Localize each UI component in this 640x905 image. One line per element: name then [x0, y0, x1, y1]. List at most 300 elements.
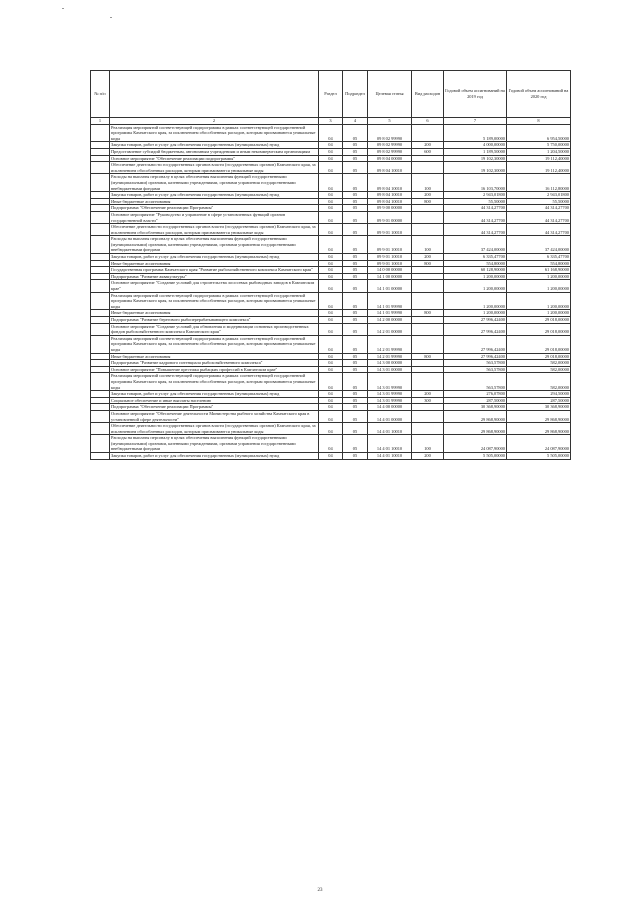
- cell-target: 09 9 01 10010: [368, 260, 412, 267]
- cell-2020: 16 112,80000: [507, 174, 571, 192]
- cell-2019: 1 200,00000: [444, 273, 507, 280]
- cell-subsection: 05: [343, 254, 368, 261]
- cell-2019: 554,80000: [444, 260, 507, 267]
- cell-name: Обеспечение деятельности государственных органов власти (государственных органов) Камчатского края, за исключением обособленных расходов, которым присваиваются уникальные коды: [110, 162, 319, 174]
- cell-target: 14 4 01 10010: [368, 423, 412, 435]
- table-body: [91, 118, 571, 460]
- cell-subsection: 05: [343, 224, 368, 236]
- cell-subsection: 05: [343, 435, 368, 453]
- cell-subsection: 05: [343, 148, 368, 155]
- cell-2020: 61 168,90000: [507, 267, 571, 274]
- cell-section: 04: [319, 360, 343, 367]
- col-subsection-header: Подраздел: [343, 71, 368, 118]
- table-row: [91, 211, 571, 223]
- cell-2019: 27 996,42400: [444, 317, 507, 324]
- cell-2019: 37 424,00000: [444, 236, 507, 254]
- cell-target: 14 2 01 99990: [368, 335, 412, 353]
- cell-target: 14 1 01 99990: [368, 310, 412, 317]
- table-row: [91, 267, 571, 274]
- scan-speck: [110, 17, 112, 18]
- cell-subsection: 05: [343, 198, 368, 205]
- cell-name: Обеспечение деятельности государственных органов власти (государственных органов) Камчатского края, за исключением обособленных расходов, которым присваиваются уникальные коды: [110, 423, 319, 435]
- cell-target: 14 2 00 00000: [368, 317, 412, 324]
- table-row: [91, 273, 571, 280]
- cell-section: 04: [319, 205, 343, 212]
- cell-2019: 1 200,00000: [444, 310, 507, 317]
- cell-num: [91, 360, 110, 367]
- cell-2020: 44 314,27700: [507, 224, 571, 236]
- cell-target: 14 1 00 00000: [368, 273, 412, 280]
- cell-2019: 29 868,90000: [444, 423, 507, 435]
- cell-target: 09 9 01 10010: [368, 224, 412, 236]
- column-number-row: [91, 118, 571, 125]
- cell-2019: 276,07800: [444, 391, 507, 398]
- cell-section: 04: [319, 453, 343, 460]
- cell-target: 14 4 01 00000: [368, 410, 412, 422]
- cell-num: [91, 192, 110, 199]
- cell-exptype: [412, 224, 444, 236]
- cell-2020: 1 200,00000: [507, 273, 571, 280]
- cell-exptype: 200: [412, 453, 444, 460]
- cell-num: [91, 280, 110, 292]
- table-row: [91, 323, 571, 335]
- cell-target: 09 9 01 10010: [368, 254, 412, 261]
- column-number: 4: [343, 118, 368, 125]
- cell-exptype: 600: [412, 148, 444, 155]
- cell-name: Основное мероприятие "Создание условий для строительства лососевых рыбоводных заводов в Камчатском крае": [110, 280, 319, 292]
- cell-2019: 24 087,90000: [444, 435, 507, 453]
- cell-exptype: [412, 267, 444, 274]
- cell-2019: 2 943,01800: [444, 192, 507, 199]
- cell-target: 09 9 00 00000: [368, 205, 412, 212]
- cell-2019: 60 128,90000: [444, 267, 507, 274]
- cell-exptype: 800: [412, 260, 444, 267]
- cell-target: 14 3 00 00000: [368, 360, 412, 367]
- col-exptype-header: Вид расходов: [412, 71, 444, 118]
- cell-subsection: 05: [343, 397, 368, 404]
- cell-num: [91, 148, 110, 155]
- cell-subsection: 05: [343, 335, 368, 353]
- cell-2019: 55,50000: [444, 198, 507, 205]
- cell-exptype: [412, 410, 444, 422]
- cell-section: 04: [319, 148, 343, 155]
- cell-name: Закупка товаров, работ и услуг для обеспечения государственных (муниципальных) нужд: [110, 192, 319, 199]
- table-row: [91, 335, 571, 353]
- table-row: [91, 310, 571, 317]
- cell-2020: 37 424,00000: [507, 236, 571, 254]
- cell-section: 04: [319, 435, 343, 453]
- cell-name: Обеспечение деятельности государственных органов власти (государственных органов) Камчатского края, за исключением обособленных расходов, которым присваиваются уникальные коды: [110, 224, 319, 236]
- cell-num: [91, 310, 110, 317]
- cell-exptype: 300: [412, 397, 444, 404]
- cell-2020: 30 368,90000: [507, 404, 571, 411]
- table-row: [91, 317, 571, 324]
- cell-2019: 4 000,00000: [444, 142, 507, 149]
- cell-2019: 44 314,27700: [444, 211, 507, 223]
- table-row: [91, 410, 571, 422]
- table-row: [91, 397, 571, 404]
- cell-2020: 24 087,90000: [507, 435, 571, 453]
- cell-2019: 563,57800: [444, 366, 507, 373]
- cell-section: 04: [319, 260, 343, 267]
- table-row: [91, 192, 571, 199]
- page-number: 23: [317, 888, 323, 893]
- table-row: [91, 366, 571, 373]
- cell-name: Иные бюджетные ассигнования: [110, 260, 319, 267]
- cell-subsection: 05: [343, 211, 368, 223]
- cell-subsection: 05: [343, 453, 368, 460]
- cell-exptype: 200: [412, 254, 444, 261]
- cell-section: 04: [319, 236, 343, 254]
- cell-2019: 29 868,90000: [444, 410, 507, 422]
- cell-name: Закупка товаров, работ и услуг для обеспечения государственных (муниципальных) нужд: [110, 391, 319, 398]
- cell-2019: 19 102,30000: [444, 155, 507, 162]
- cell-2020: 294,50000: [507, 391, 571, 398]
- cell-exptype: [412, 155, 444, 162]
- cell-target: 09 9 01 00000: [368, 211, 412, 223]
- cell-exptype: [412, 162, 444, 174]
- cell-target: 09 8 04 10010: [368, 162, 412, 174]
- cell-name: Основное мероприятие "Обеспечение реализации подпрограммы": [110, 155, 319, 162]
- cell-target: 09 8 04 10010: [368, 198, 412, 205]
- cell-subsection: 05: [343, 323, 368, 335]
- cell-name: Государственная программа Камчатского края "Развитие рыбохозяйственного комплекса Камчатского края": [110, 267, 319, 274]
- cell-section: 04: [319, 280, 343, 292]
- column-number: 3: [319, 118, 343, 125]
- cell-subsection: 05: [343, 410, 368, 422]
- cell-subsection: 05: [343, 366, 368, 373]
- cell-target: 14 3 01 99990: [368, 373, 412, 391]
- budget-table-sheet: [90, 70, 570, 460]
- cell-2020: 582,00000: [507, 360, 571, 367]
- cell-num: [91, 335, 110, 353]
- cell-2020: 29 018,00000: [507, 353, 571, 360]
- cell-num: [91, 397, 110, 404]
- cell-name: Основное мероприятие "Обеспечение деятельности Министерства рыбного хозяйства Камчатского края в установленной сфере деятельности": [110, 410, 319, 422]
- cell-num: [91, 142, 110, 149]
- cell-section: 04: [319, 155, 343, 162]
- cell-num: [91, 373, 110, 391]
- cell-exptype: 200: [412, 142, 444, 149]
- cell-num: [91, 435, 110, 453]
- col-target-header: Целевая статья: [368, 71, 412, 118]
- cell-exptype: [412, 366, 444, 373]
- table-row: [91, 155, 571, 162]
- table-row: [91, 391, 571, 398]
- cell-2019: 5 505,00000: [444, 453, 507, 460]
- cell-num: [91, 404, 110, 411]
- column-number: 8: [507, 118, 571, 125]
- cell-2020: 5 505,00000: [507, 453, 571, 460]
- cell-name: Реализация мероприятий соответствующей подпрограммы в рамках соответствующей государственной программы Камчатского края, за исключением обособленных расходов, которым присваиваются уникальные коды: [110, 373, 319, 391]
- table-row: [91, 224, 571, 236]
- cell-section: 04: [319, 162, 343, 174]
- cell-subsection: 05: [343, 192, 368, 199]
- column-number: 2: [110, 118, 319, 125]
- header-row: [91, 71, 571, 118]
- cell-2020: 29 018,00000: [507, 317, 571, 324]
- cell-section: 04: [319, 335, 343, 353]
- cell-2019: 19 102,30000: [444, 162, 507, 174]
- cell-section: 04: [319, 323, 343, 335]
- table-row: [91, 292, 571, 310]
- cell-name: Иные бюджетные ассигнования: [110, 310, 319, 317]
- cell-num: [91, 155, 110, 162]
- cell-name: Реализация мероприятий соответствующей подпрограммы в рамках соответствующей государственной программы Камчатского края, за исключением обособленных расходов, которым присваиваются уникальные коды: [110, 292, 319, 310]
- cell-target: 14 0 00 00000: [368, 267, 412, 274]
- cell-name: Подпрограмма "Обеспечение реализации Программы": [110, 404, 319, 411]
- cell-section: 04: [319, 317, 343, 324]
- cell-num: [91, 366, 110, 373]
- cell-2020: 582,00000: [507, 366, 571, 373]
- column-number: 1: [91, 118, 110, 125]
- cell-subsection: 05: [343, 205, 368, 212]
- cell-exptype: 100: [412, 435, 444, 453]
- cell-section: 04: [319, 124, 343, 142]
- col-2019-header: Годовой объем ассигнований на 2019 год: [444, 71, 507, 118]
- table-row: [91, 360, 571, 367]
- cell-target: 14 3 01 00000: [368, 366, 412, 373]
- cell-exptype: [412, 205, 444, 212]
- cell-name: Основное мероприятие "Повышение престижа рыбацких профессий в Камчатском крае": [110, 366, 319, 373]
- cell-exptype: 100: [412, 236, 444, 254]
- cell-section: 04: [319, 174, 343, 192]
- cell-exptype: 200: [412, 391, 444, 398]
- cell-subsection: 05: [343, 292, 368, 310]
- cell-num: [91, 211, 110, 223]
- cell-subsection: 05: [343, 317, 368, 324]
- cell-subsection: 05: [343, 142, 368, 149]
- cell-2019: 44 314,27700: [444, 224, 507, 236]
- cell-name: Иные бюджетные ассигнования: [110, 198, 319, 205]
- cell-section: 04: [319, 267, 343, 274]
- cell-target: 14 4 00 00000: [368, 404, 412, 411]
- cell-target: 14 2 01 00000: [368, 323, 412, 335]
- cell-name: Закупка товаров, работ и услуг для обеспечения государственных (муниципальных) нужд: [110, 142, 319, 149]
- cell-2019: 27 996,42400: [444, 323, 507, 335]
- table-row: [91, 260, 571, 267]
- cell-name: Иные бюджетные ассигнования: [110, 353, 319, 360]
- cell-2020: 44 314,27700: [507, 211, 571, 223]
- cell-2020: 55,50000: [507, 198, 571, 205]
- cell-2019: 27 996,42400: [444, 353, 507, 360]
- cell-target: 09 8 04 10010: [368, 192, 412, 199]
- column-number: 7: [444, 118, 507, 125]
- cell-subsection: 05: [343, 260, 368, 267]
- cell-name: Подпрограмма "Обеспечение реализации Программы": [110, 205, 319, 212]
- table-row: [91, 435, 571, 453]
- cell-subsection: 05: [343, 162, 368, 174]
- table-row: [91, 142, 571, 149]
- table-row: [91, 254, 571, 261]
- cell-2020: 19 112,40000: [507, 155, 571, 162]
- cell-name: Расходы на выплаты персоналу в целях обеспечения выполнения функций государственными (муниципальными) органами, казенными учреждениями, органами управления государственными внебюджетными фондами: [110, 236, 319, 254]
- cell-num: [91, 317, 110, 324]
- cell-exptype: [412, 211, 444, 223]
- cell-2020: 6 335,47700: [507, 254, 571, 261]
- cell-subsection: 05: [343, 267, 368, 274]
- cell-exptype: [412, 280, 444, 292]
- cell-exptype: [412, 317, 444, 324]
- cell-section: 04: [319, 273, 343, 280]
- cell-target: 14 4 01 10010: [368, 453, 412, 460]
- cell-2020: 1 200,00000: [507, 292, 571, 310]
- cell-num: [91, 162, 110, 174]
- cell-target: 14 3 01 99990: [368, 391, 412, 398]
- table-row: [91, 236, 571, 254]
- cell-num: [91, 391, 110, 398]
- cell-num: [91, 260, 110, 267]
- cell-exptype: [412, 323, 444, 335]
- cell-num: [91, 423, 110, 435]
- cell-name: Подпрограмма "Развитие аквакультуры": [110, 273, 319, 280]
- cell-num: [91, 124, 110, 142]
- cell-name: Расходы на выплаты персоналу в целях обеспечения выполнения функций государственными (муниципальными) органами, казенными учреждениями, органами управления государственными внебюджетными фондами: [110, 174, 319, 192]
- cell-num: [91, 267, 110, 274]
- cell-2019: 6 335,47700: [444, 254, 507, 261]
- col-2020-header: Годовой объем ассигнований на 2020 год: [507, 71, 571, 118]
- cell-num: [91, 323, 110, 335]
- cell-target: 14 2 01 99990: [368, 353, 412, 360]
- budget-table: [90, 70, 571, 460]
- cell-exptype: [412, 423, 444, 435]
- table-row: [91, 205, 571, 212]
- cell-exptype: 800: [412, 353, 444, 360]
- cell-2020: 29 868,90000: [507, 410, 571, 422]
- table-row: [91, 404, 571, 411]
- cell-section: 04: [319, 366, 343, 373]
- cell-target: 14 3 01 99990: [368, 397, 412, 404]
- cell-num: [91, 453, 110, 460]
- cell-name: Предоставление субсидий бюджетным, автономным учреждениям и иным некоммерческим организациям: [110, 148, 319, 155]
- cell-subsection: 05: [343, 423, 368, 435]
- cell-target: 14 1 01 99990: [368, 292, 412, 310]
- table-row: [91, 174, 571, 192]
- cell-2020: 1 204,50000: [507, 148, 571, 155]
- cell-2020: 29 868,90000: [507, 423, 571, 435]
- cell-name: Социальное обеспечение и иные выплаты населению: [110, 397, 319, 404]
- cell-name: Основное мероприятие "Руководство и управление в сфере установленных функций органов государственной власти": [110, 211, 319, 223]
- cell-section: 04: [319, 192, 343, 199]
- cell-section: 04: [319, 310, 343, 317]
- cell-exptype: 800: [412, 310, 444, 317]
- cell-target: 14 4 01 10010: [368, 435, 412, 453]
- column-number: 5: [368, 118, 412, 125]
- cell-target: 09 8 02 99990: [368, 142, 412, 149]
- cell-section: 04: [319, 224, 343, 236]
- cell-name: Реализация мероприятий соответствующей подпрограммы в рамках соответствующей государственной программы Камчатского края, за исключением обособленных расходов, которым присваиваются уникальные коды: [110, 124, 319, 142]
- cell-2019: 44 314,27700: [444, 205, 507, 212]
- cell-2020: 287,50000: [507, 397, 571, 404]
- cell-num: [91, 410, 110, 422]
- cell-section: 04: [319, 142, 343, 149]
- cell-name: Расходы на выплаты персоналу в целях обеспечения выполнения функций государственными (муниципальными) органами, казенными учреждениями, органами управления государственными внебюджетными фондами: [110, 435, 319, 453]
- cell-2020: 582,00000: [507, 373, 571, 391]
- cell-subsection: 05: [343, 391, 368, 398]
- cell-subsection: 05: [343, 273, 368, 280]
- table-row: [91, 280, 571, 292]
- cell-section: 04: [319, 391, 343, 398]
- cell-target: 09 8 02 99990: [368, 148, 412, 155]
- cell-num: [91, 198, 110, 205]
- col-name-header: [110, 71, 319, 118]
- cell-subsection: 05: [343, 280, 368, 292]
- cell-target: 09 9 01 10010: [368, 236, 412, 254]
- cell-section: 04: [319, 254, 343, 261]
- cell-section: 04: [319, 423, 343, 435]
- cell-target: 14 1 01 00000: [368, 280, 412, 292]
- cell-num: [91, 205, 110, 212]
- cell-subsection: 05: [343, 124, 368, 142]
- cell-target: 09 8 04 00000: [368, 155, 412, 162]
- cell-subsection: 05: [343, 155, 368, 162]
- table-row: [91, 423, 571, 435]
- cell-2020: 29 018,00000: [507, 335, 571, 353]
- cell-section: 04: [319, 198, 343, 205]
- cell-name: Реализация мероприятий соответствующей подпрограммы в рамках соответствующей государственной программы Камчатского края, за исключением обособленных расходов, которым присваиваются уникальные коды: [110, 335, 319, 353]
- cell-section: 04: [319, 373, 343, 391]
- cell-exptype: [412, 373, 444, 391]
- cell-subsection: 05: [343, 174, 368, 192]
- cell-name: Подпрограмма "Развитие кадрового потенциала рыбохозяйственного комплекса": [110, 360, 319, 367]
- table-row: [91, 453, 571, 460]
- cell-num: [91, 353, 110, 360]
- cell-2019: 27 996,42400: [444, 335, 507, 353]
- cell-2020: 6 954,50000: [507, 124, 571, 142]
- table-row: [91, 162, 571, 174]
- cell-subsection: 05: [343, 310, 368, 317]
- cell-name: Закупка товаров, работ и услуг для обеспечения государственных (муниципальных) нужд: [110, 453, 319, 460]
- cell-section: 04: [319, 410, 343, 422]
- cell-num: [91, 254, 110, 261]
- cell-2020: 1 200,00000: [507, 280, 571, 292]
- column-number: 6: [412, 118, 444, 125]
- cell-2019: 5 189,00000: [444, 124, 507, 142]
- cell-section: 04: [319, 353, 343, 360]
- cell-exptype: [412, 335, 444, 353]
- table-row: [91, 198, 571, 205]
- cell-2020: 19 112,40000: [507, 162, 571, 174]
- cell-2019: 1 200,00000: [444, 280, 507, 292]
- cell-2019: 1 189,50000: [444, 148, 507, 155]
- cell-name: Закупка товаров, работ и услуг для обеспечения государственных (муниципальных) нужд: [110, 254, 319, 261]
- cell-exptype: [412, 273, 444, 280]
- col-num-header: № п/п: [91, 71, 110, 118]
- cell-exptype: [412, 124, 444, 142]
- cell-exptype: [412, 292, 444, 310]
- cell-num: [91, 174, 110, 192]
- cell-subsection: 05: [343, 404, 368, 411]
- cell-2020: 29 018,00000: [507, 323, 571, 335]
- cell-subsection: 05: [343, 353, 368, 360]
- cell-exptype: 200: [412, 192, 444, 199]
- col-section-header: Раздел: [319, 71, 343, 118]
- cell-exptype: 800: [412, 198, 444, 205]
- cell-name: Основное мероприятие "Создание условий для обновления и модернизации основных производственных фондов рыбохозяйственного комплекса Камчатского края": [110, 323, 319, 335]
- table-row: [91, 373, 571, 391]
- cell-2019: 563,57800: [444, 373, 507, 391]
- cell-subsection: 05: [343, 236, 368, 254]
- cell-2019: 563,57800: [444, 360, 507, 367]
- cell-2019: 1 200,00000: [444, 292, 507, 310]
- cell-subsection: 05: [343, 373, 368, 391]
- cell-2020: 1 200,00000: [507, 310, 571, 317]
- cell-2019: 287,50000: [444, 397, 507, 404]
- cell-exptype: [412, 404, 444, 411]
- cell-section: 04: [319, 292, 343, 310]
- cell-section: 04: [319, 397, 343, 404]
- cell-2019: 16 103,70000: [444, 174, 507, 192]
